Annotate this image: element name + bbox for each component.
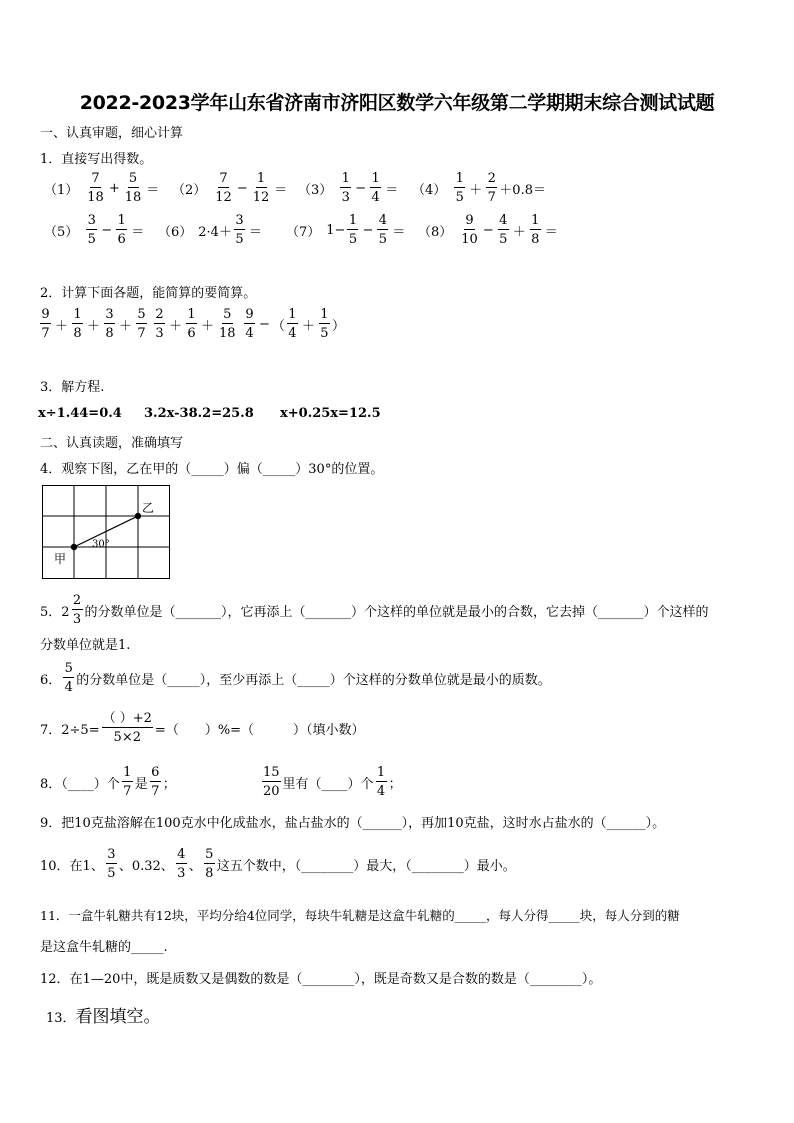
expression-lead: 1− [326,222,346,238]
q4-text: 4．观察下图，乙在甲的（_____）偏（_____）30°的位置。 [40,462,384,477]
fraction: $\frac{7}{12}$ [215,171,232,205]
fraction: $\frac{1}{5}$ [455,171,464,205]
point-jia [71,544,77,550]
position-grid-diagram [42,485,170,579]
q8-part2 [260,766,402,798]
paren-close: ） [331,318,345,334]
q7 [40,712,365,744]
fraction: $\frac{1}{8}$ [73,307,82,341]
operator: − [355,180,367,196]
q10 [40,848,516,880]
operator: + [108,180,120,196]
q8-semi: ； [162,776,176,792]
fraction: $\frac{1}{4}$ [371,171,380,205]
operator: − [101,222,113,238]
q3-equation-3: x+0.25x=12.5 [280,406,381,421]
fraction: $\frac{3}{5}$ [235,213,244,247]
fraction: $\frac{5}{18}$ [124,171,142,205]
q13 [46,1002,161,1027]
operator: − [362,222,374,238]
fraction: $\frac{4}{5}$ [378,213,387,247]
page-title: 2022-2023学年山东省济南市济阳区数学六年级第二学期期末综合测试试题 [79,92,715,114]
point-yi [135,513,141,519]
q10-sep: 、 [188,858,202,874]
fraction: $\frac{1}{7}$ [123,765,132,799]
q8-lead: 8．（____）个 [40,776,120,792]
fraction: $\frac{1}{5}$ [348,213,358,247]
fraction: $\frac{3}{8}$ [105,307,114,341]
fraction: $\frac{1}{4}$ [376,765,386,799]
q2-expression-3: $\frac{9}{4}$ − （ $\frac{1}{4}$ ＋ $\frac{1}{5}$ ） [245,307,345,341]
equals: ＝ [131,224,145,240]
fraction: $\frac{2}{7}$ [487,171,496,205]
blank-box: （ ） [102,711,133,726]
q7-text: =（ ）%=（ ）（填小数） [154,722,365,738]
fraction: $\frac{9}{10}$ [461,213,478,247]
fraction: $\frac{5}{7}$ [137,307,146,341]
paren-open: （ [271,318,285,334]
q3-equation-2: 3.2x-38.2=25.8 [144,406,254,421]
q1-label: （2） [172,182,207,198]
q7-lead: 7．2÷5= [40,722,100,738]
fraction: $\frac{1}{6}$ [187,307,196,341]
q6 [40,662,551,694]
q8 [40,766,176,798]
q2-expression-1: $\frac{9}{7}$ ＋ $\frac{1}{8}$ ＋ $\frac{3}{8}$ ＋ $\frac{5}{7}$ [41,307,146,341]
q1-label: （8） [418,224,453,240]
q1-item-2 [172,172,289,204]
fraction: $\frac{1}{8}$ [531,213,540,247]
fraction: $\frac{1}{4}$ [288,307,297,341]
section-1-heading: 一、认真审题，细心计算 [40,126,184,141]
fraction: $\frac{5}{18}$ [219,307,236,341]
q5-line2: 分数单位就是1. [40,638,131,653]
q1-item-8 [418,214,560,246]
q10-text: 这五个数中，（________）最大，（________）最小。 [216,858,516,874]
fraction: $\frac{9}{4}$ [245,307,254,341]
fraction: $\frac{5}{8}$ [205,847,214,881]
fraction: $\frac{15}{20}$ [263,765,280,799]
q1-label: （5） [44,224,79,240]
equals: ＝ [544,224,558,240]
q8-mid: 是 [134,776,148,792]
operator: − [259,316,270,332]
equals: ＝ [385,182,399,198]
q1-item-3 [298,172,400,204]
q2-expression-2: $\frac{2}{3}$ ＋ $\frac{1}{6}$ ＋ $\frac{5}{18}$ [155,307,236,341]
q3-equation-1: x÷1.44=0.4 [38,406,122,421]
q1-prompt: 1．直接写出得数。 [40,152,153,167]
fraction: $\frac{9}{7}$ [41,307,50,341]
q1-label: （6） [158,224,193,240]
q1-item-4 [412,172,546,204]
q2-prompt: 2．计算下面各题，能简算的要简算。 [40,286,257,301]
q5 [40,594,709,626]
q11-line2: 是这盒牛轧糖的_____. [40,940,168,955]
fraction: $\frac{7}{18}$ [87,171,104,205]
q1-label: （1） [44,182,79,198]
q1-label: （3） [298,182,333,198]
equals: ＝ [274,182,288,198]
q3-prompt: 3．解方程. [40,380,105,395]
fraction: $\frac{1}{12}$ [252,171,270,205]
equals: ＝ [392,224,406,240]
equals: ＝ [146,182,160,198]
q1-item-5 [44,214,146,246]
fraction: $\frac{3}{5}$ [87,213,96,247]
fraction: $\frac{2}{3}$ [72,593,82,627]
section-2-heading: 二、认真读题，准确填写 [40,436,184,451]
q8-mid2: 里有（____）个 [282,776,374,792]
expression-tail: ＋0.8＝ [499,182,546,198]
fraction: $\frac{1}{6}$ [117,213,126,247]
fraction: $\frac{4}{5}$ [499,213,508,247]
q1-label: （4） [412,182,447,198]
fraction: $\frac{5}{4}$ [64,661,73,695]
angle-label: 30° [92,539,110,550]
fraction: $\frac{1}{5}$ [320,307,329,341]
fraction: $\frac{3}{5}$ [107,847,116,881]
label-yi: 乙 [142,501,155,515]
fraction: $\frac{2}{3}$ [155,307,164,341]
q1-item-6 [158,214,264,246]
q5-lead: 5．2 [40,604,70,620]
q12-text: 12．在1—20中，既是质数又是偶数的数是（________），既是奇数又是合数的数是（________）。 [40,972,602,987]
fraction: $\frac{1}{3}$ [341,171,350,205]
fraction: $\frac{4}{3}$ [177,847,186,881]
q10-mid: 、0.32、 [118,858,174,874]
q1-item-1 [44,172,161,204]
operator: ＋ [512,224,526,240]
q6-text: 的分数单位是（_____），至少再添上（_____）个这样的分数单位就是最小的质数。 [76,672,551,688]
q6-lead: 6． [40,672,62,688]
q5-text: 的分数单位是（_______），它再添上（_______）个这样的单位就是最小的合数，它去掉（_______）个这样的 [84,604,709,620]
q13-text: 看图填空。 [75,1007,161,1027]
q10-lead: 10．在1、 [40,858,104,874]
q13-number: 13． [46,1011,76,1026]
operator: − [482,222,494,238]
label-jia: 甲 [54,552,67,566]
operator: ＋ [469,182,483,198]
fraction: $\frac{( )+2}{5\times 2}$ [102,711,152,745]
q9-text: 9．把10克盐溶解在100克水中化成盐水，盐占盐水的（______），再加10克盐，这时水占盐水的（______）。 [40,816,666,831]
operator: − [236,180,248,196]
fraction: $\frac{6}{7}$ [151,765,160,799]
expression-lead: 2·4＋ [198,224,232,240]
q11-line1: 11．一盒牛轧糖共有12块，平均分给4位同学，每块牛轧糖是这盒牛轧糖的_____，每人分得_____块，每人分到的糖 [40,908,680,923]
q8-semi2: ； [388,776,402,792]
q1-item-7 [286,214,407,246]
equals: ＝ [248,224,262,240]
q1-label: （7） [286,224,321,240]
